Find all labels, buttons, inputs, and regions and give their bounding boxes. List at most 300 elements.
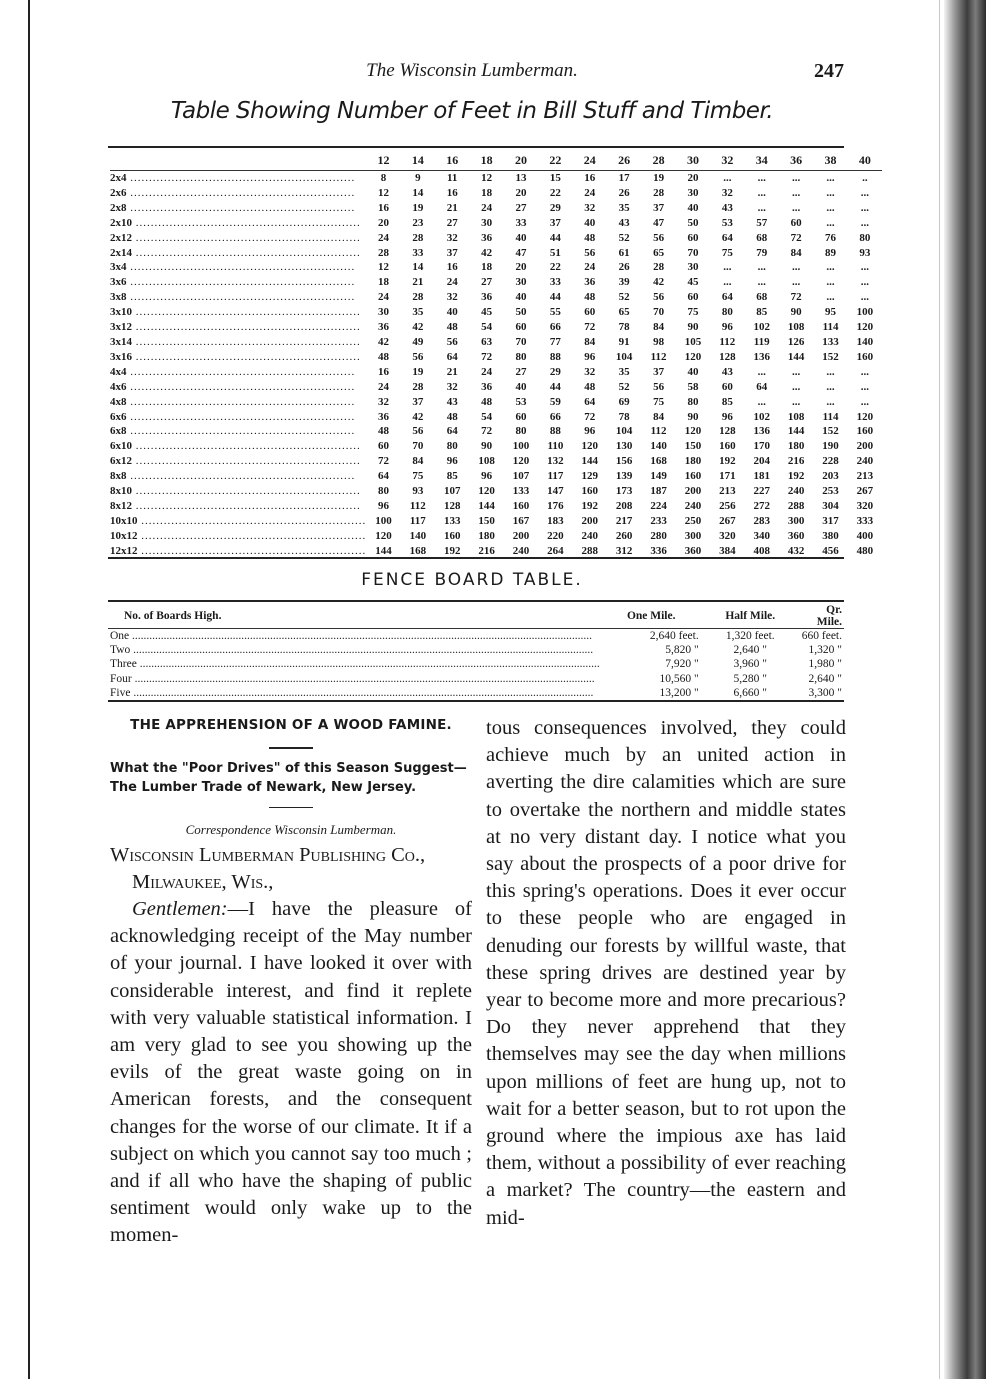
timber-cell: ... bbox=[860, 276, 870, 289]
timber-cell: 40 bbox=[515, 291, 527, 304]
timber-size-label bbox=[110, 290, 366, 305]
leader-dots: ............................................................ bbox=[126, 395, 356, 408]
timber-cell: ... bbox=[826, 186, 835, 199]
timber-cell: 187 bbox=[650, 485, 667, 498]
timber-cell: 128 bbox=[443, 499, 461, 512]
timber-size-label bbox=[110, 499, 366, 514]
timber-size-label bbox=[110, 186, 366, 201]
timber-cell: 160 bbox=[684, 470, 702, 483]
timber-cell: 55 bbox=[549, 306, 561, 319]
fence-header-one-mile: One Mile. bbox=[602, 604, 701, 629]
timber-cell: 144 bbox=[478, 499, 495, 512]
timber-cell: 70 bbox=[687, 246, 699, 259]
timber-cell: ... bbox=[826, 216, 835, 229]
timber-size-label bbox=[110, 454, 366, 469]
timber-cell: 43 bbox=[721, 365, 733, 378]
timber-cell: 43 bbox=[721, 201, 733, 214]
timber-cell: 52 bbox=[618, 291, 630, 304]
timber-row bbox=[110, 439, 882, 454]
timber-cell: 253 bbox=[822, 485, 839, 498]
timber-cell: 216 bbox=[787, 455, 805, 468]
timber-cell: 183 bbox=[547, 514, 564, 527]
timber-cell: 16 bbox=[377, 201, 389, 214]
timber-cell: 43 bbox=[618, 216, 630, 229]
timber-cell: 40 bbox=[584, 216, 596, 229]
timber-size-text: 12x12 bbox=[110, 544, 138, 557]
timber-cell: 66 bbox=[549, 410, 561, 423]
timber-cell: 112 bbox=[650, 350, 667, 363]
timber-row bbox=[110, 410, 882, 425]
timber-row bbox=[110, 350, 882, 365]
leader-dots: ............................................................ bbox=[132, 306, 361, 319]
timber-cell: 80 bbox=[515, 425, 527, 438]
timber-cell: ... bbox=[723, 276, 732, 289]
timber-cell: 133 bbox=[512, 485, 530, 498]
timber-cell: 72 bbox=[584, 410, 596, 423]
timber-row bbox=[110, 260, 882, 275]
timber-cell: 35 bbox=[618, 201, 630, 214]
timber-cell: 150 bbox=[478, 514, 495, 527]
timber-cell: 33 bbox=[412, 246, 424, 259]
timber-size-label bbox=[110, 350, 366, 365]
timber-cell: 54 bbox=[481, 410, 493, 423]
timber-cell: 20 bbox=[515, 186, 527, 199]
timber-cell: 90 bbox=[687, 410, 699, 423]
timber-cell: 32 bbox=[584, 365, 596, 378]
timber-cell: 156 bbox=[615, 455, 633, 468]
timber-cell: 28 bbox=[412, 231, 424, 244]
timber-cell: 96 bbox=[481, 470, 493, 483]
timber-cell: 120 bbox=[375, 529, 392, 542]
leader-dots: ............................................................ bbox=[132, 485, 361, 498]
timber-cell: ... bbox=[826, 395, 835, 408]
timber-cell: 16 bbox=[584, 172, 596, 184]
deck-divider bbox=[269, 807, 313, 809]
timber-cell: 53 bbox=[515, 395, 527, 408]
leader-dots: ............................................................ bbox=[126, 201, 356, 214]
timber-header-length: 40 bbox=[848, 150, 882, 171]
timber-cell: 217 bbox=[615, 514, 633, 527]
timber-row bbox=[110, 186, 882, 201]
timber-cell: 80 bbox=[721, 306, 733, 319]
timber-cell: 36 bbox=[481, 231, 493, 244]
timber-cell: 96 bbox=[721, 410, 733, 423]
timber-row bbox=[110, 469, 882, 484]
timber-cell: 333 bbox=[856, 514, 874, 527]
timber-cell: ... bbox=[792, 380, 801, 393]
timber-cell: 21 bbox=[446, 365, 458, 378]
timber-cell: 20 bbox=[515, 261, 527, 274]
timber-cell: 256 bbox=[719, 499, 736, 512]
timber-cell: 80 bbox=[515, 350, 527, 363]
timber-cell: 72 bbox=[481, 350, 493, 363]
timber-cell: 56 bbox=[653, 291, 665, 304]
timber-size-text: 3x12 bbox=[110, 321, 132, 334]
leader-dots: ............................................................ bbox=[137, 544, 367, 557]
timber-cell: 30 bbox=[687, 186, 699, 199]
timber-row bbox=[110, 454, 882, 469]
leader-dots: ............................................................ bbox=[132, 499, 361, 512]
timber-header-length: 24 bbox=[573, 150, 607, 171]
timber-cell: 98 bbox=[653, 335, 665, 348]
timber-cell: 16 bbox=[446, 186, 458, 199]
timber-size-label bbox=[110, 380, 366, 395]
timber-size-text: 3x10 bbox=[110, 306, 132, 319]
timber-cell: 60 bbox=[377, 440, 389, 453]
timber-cell: 28 bbox=[412, 291, 424, 304]
timber-cell: 200 bbox=[856, 440, 874, 453]
fence-table-body bbox=[108, 629, 844, 701]
timber-cell: 140 bbox=[650, 440, 667, 453]
timber-cell: 213 bbox=[719, 485, 736, 498]
timber-cell: 70 bbox=[515, 335, 527, 348]
timber-size-text: 3x14 bbox=[110, 335, 132, 348]
timber-cell: ... bbox=[792, 276, 801, 289]
timber-cell: 53 bbox=[721, 216, 733, 229]
timber-cell: 12 bbox=[377, 261, 389, 274]
article-headline: THE APPREHENSION OF A WOOD FAMINE. bbox=[130, 717, 452, 733]
timber-cell: 75 bbox=[721, 246, 733, 259]
timber-size-label bbox=[110, 305, 366, 320]
timber-cell: 48 bbox=[446, 321, 458, 334]
fence-row-label: Two bbox=[110, 644, 131, 657]
fence-qr-mile-value: 660 feet. bbox=[801, 630, 842, 642]
timber-cell: ... bbox=[757, 186, 766, 199]
timber-cell: 84 bbox=[653, 410, 665, 423]
timber-size-label bbox=[110, 260, 366, 275]
timber-cell: 18 bbox=[481, 186, 493, 199]
timber-size-text: 3x8 bbox=[110, 291, 127, 304]
timber-cell: 14 bbox=[412, 261, 424, 274]
timber-cell: 16 bbox=[377, 365, 389, 378]
timber-cell: 37 bbox=[653, 365, 665, 378]
timber-cell: 104 bbox=[615, 350, 633, 363]
timber-cell: 70 bbox=[653, 306, 665, 319]
timber-header-length: 36 bbox=[779, 150, 813, 171]
timber-cell: 208 bbox=[615, 499, 633, 512]
timber-cell: 317 bbox=[822, 514, 839, 527]
timber-cell: 60 bbox=[515, 410, 527, 423]
timber-cell: 22 bbox=[549, 261, 561, 274]
timber-cell: 30 bbox=[377, 306, 389, 319]
fence-table-bottom-rule bbox=[108, 700, 844, 702]
timber-cell: 64 bbox=[377, 470, 389, 483]
fence-half-mile-value: 2,640 " bbox=[733, 644, 767, 657]
timber-cell: 380 bbox=[822, 529, 839, 542]
fence-row-label-cell bbox=[108, 629, 602, 644]
fence-qr-mile-value: 3,300 " bbox=[808, 686, 842, 699]
timber-cell: 43 bbox=[446, 395, 458, 408]
timber-cell: 192 bbox=[581, 499, 599, 512]
timber-cell: ... bbox=[757, 365, 766, 378]
timber-size-label bbox=[110, 484, 366, 499]
timber-cell: ... bbox=[860, 216, 870, 229]
timber-cell: 24 bbox=[377, 380, 389, 393]
timber-cell: 432 bbox=[787, 544, 805, 557]
timber-cell: 35 bbox=[618, 365, 630, 378]
timber-row bbox=[110, 365, 882, 380]
timber-size-text: 2x6 bbox=[110, 186, 127, 199]
timber-cell: 84 bbox=[790, 246, 802, 259]
timber-row bbox=[110, 320, 882, 335]
leader-dots: ............................................................ bbox=[126, 410, 356, 423]
timber-cell: 312 bbox=[615, 544, 633, 557]
timber-cell: 30 bbox=[687, 261, 699, 274]
timber-cell: 24 bbox=[481, 201, 493, 214]
timber-cell: 272 bbox=[753, 499, 770, 512]
timber-cell: 180 bbox=[478, 529, 495, 542]
article-right-column bbox=[486, 715, 846, 1232]
timber-cell: ... bbox=[792, 201, 801, 214]
timber-cell: ... bbox=[860, 380, 870, 393]
timber-cell: 192 bbox=[787, 470, 805, 483]
timber-cell: 107 bbox=[443, 485, 461, 498]
timber-cell: 228 bbox=[822, 455, 839, 468]
timber-size-label bbox=[110, 201, 366, 216]
timber-cell: .. bbox=[862, 172, 868, 184]
timber-cell: 114 bbox=[822, 410, 839, 423]
timber-cell: ... bbox=[792, 172, 801, 184]
timber-cell: 128 bbox=[719, 350, 736, 363]
timber-cell: ... bbox=[826, 276, 835, 289]
timber-cell: 204 bbox=[753, 455, 770, 468]
fence-header-half-mile: Half Mile. bbox=[701, 604, 800, 629]
timber-cell: 144 bbox=[581, 455, 599, 468]
timber-cell: 64 bbox=[446, 350, 458, 363]
timber-cell: 32 bbox=[584, 201, 596, 214]
timber-cell: 32 bbox=[446, 231, 458, 244]
timber-cell: ... bbox=[860, 395, 870, 408]
timber-cell: 26 bbox=[618, 261, 630, 274]
timber-cell: 152 bbox=[822, 425, 839, 438]
timber-cell: 96 bbox=[446, 455, 458, 468]
timber-cell: 22 bbox=[549, 186, 561, 199]
timber-cell: 20 bbox=[687, 172, 699, 184]
timber-size-text: 8x8 bbox=[110, 470, 127, 483]
timber-row bbox=[110, 246, 882, 261]
leader-dots: ............................................................ bbox=[132, 335, 361, 348]
timber-header-length: 20 bbox=[504, 150, 538, 171]
timber-cell: 64 bbox=[721, 291, 733, 304]
timber-cell: 40 bbox=[446, 306, 458, 319]
leader-dots: ............................................................ bbox=[126, 380, 356, 393]
fence-qr-mile-value: 2,640 " bbox=[808, 672, 842, 685]
timber-cell: 36 bbox=[377, 410, 389, 423]
article-deck: What the "Poor Drives" of this Season Suggest—The Lumber Trade of Newark, New Jersey. bbox=[110, 760, 467, 795]
timber-cell: 192 bbox=[443, 544, 461, 557]
timber-table-bottom-rule bbox=[108, 557, 844, 559]
timber-cell: 300 bbox=[787, 514, 805, 527]
leader-dots: ............................................................ bbox=[137, 514, 367, 527]
timber-cell: 129 bbox=[581, 470, 599, 483]
timber-cell: 108 bbox=[478, 455, 495, 468]
timber-cell: 21 bbox=[412, 276, 424, 289]
fence-row bbox=[108, 643, 844, 657]
timber-cell: 160 bbox=[719, 440, 736, 453]
timber-table bbox=[110, 150, 882, 559]
timber-cell: 190 bbox=[822, 440, 839, 453]
timber-cell: 216 bbox=[478, 544, 495, 557]
timber-cell: 88 bbox=[549, 425, 561, 438]
leader-dots: ................................................................................................................................................................ bbox=[131, 672, 595, 685]
timber-cell: 47 bbox=[653, 216, 665, 229]
timber-cell: ... bbox=[792, 186, 801, 199]
leader-dots: ............................................................ bbox=[132, 455, 361, 468]
timber-size-text: 2x14 bbox=[110, 246, 132, 259]
leader-dots: ............................................................ bbox=[132, 440, 361, 453]
timber-cell: 37 bbox=[412, 395, 424, 408]
timber-cell: 33 bbox=[515, 216, 527, 229]
timber-table-title: Table Showing Number of Feet in Bill Stuff and Timber. bbox=[170, 98, 774, 124]
salutation: Gentlemen: bbox=[132, 898, 228, 920]
leader-dots: ............................................................ bbox=[137, 529, 367, 542]
timber-cell: 160 bbox=[443, 529, 461, 542]
timber-cell: 100 bbox=[856, 306, 874, 319]
timber-cell: 130 bbox=[615, 440, 633, 453]
timber-cell: 50 bbox=[687, 216, 699, 229]
timber-header-length: 12 bbox=[366, 150, 400, 171]
address-line-1: Wisconsin Lumberman Publishing Co., bbox=[110, 844, 426, 866]
timber-cell: 56 bbox=[653, 231, 665, 244]
page-number: 247 bbox=[814, 60, 844, 82]
timber-cell: 108 bbox=[787, 321, 805, 334]
timber-cell: 139 bbox=[615, 470, 633, 483]
journal-title: The Wisconsin Lumberman. bbox=[366, 60, 578, 81]
leader-dots: ................................................................................................................................................................ bbox=[129, 630, 593, 642]
timber-cell: 112 bbox=[409, 499, 426, 512]
timber-cell: 233 bbox=[650, 514, 667, 527]
fence-row-label: Three bbox=[110, 658, 137, 671]
timber-cell: 60 bbox=[584, 306, 596, 319]
fence-one-mile-value: 10,560 " bbox=[659, 672, 699, 685]
timber-cell: 75 bbox=[412, 470, 424, 483]
timber-cell: 20 bbox=[377, 216, 389, 229]
timber-cell: 40 bbox=[687, 365, 699, 378]
timber-cell: ... bbox=[826, 201, 835, 214]
timber-cell: ... bbox=[757, 172, 766, 184]
timber-cell: 340 bbox=[753, 529, 770, 542]
timber-cell: 200 bbox=[512, 529, 530, 542]
timber-cell: 40 bbox=[687, 201, 699, 214]
timber-cell: 11 bbox=[447, 172, 458, 184]
timber-cell: ... bbox=[860, 186, 870, 199]
timber-cell: 9 bbox=[415, 172, 421, 184]
timber-size-text: 8x12 bbox=[110, 499, 132, 512]
timber-cell: 64 bbox=[584, 395, 596, 408]
timber-cell: 240 bbox=[512, 544, 530, 557]
timber-size-text: 6x12 bbox=[110, 455, 132, 468]
timber-cell: 45 bbox=[687, 276, 699, 289]
timber-size-label bbox=[110, 529, 366, 544]
fence-qr-mile-value: 1,320 " bbox=[808, 644, 842, 657]
leader-dots: ............................................................ bbox=[126, 261, 356, 274]
timber-cell: 56 bbox=[446, 335, 458, 348]
timber-cell: 400 bbox=[856, 529, 874, 542]
timber-size-text: 2x10 bbox=[110, 216, 132, 229]
timber-cell: 68 bbox=[756, 231, 768, 244]
timber-cell: 85 bbox=[721, 395, 733, 408]
timber-header-size bbox=[110, 150, 366, 171]
timber-header-length: 30 bbox=[676, 150, 710, 171]
timber-cell: 77 bbox=[549, 335, 561, 348]
timber-cell: 224 bbox=[650, 499, 667, 512]
timber-cell: 40 bbox=[515, 231, 527, 244]
timber-cell: 17 bbox=[618, 172, 630, 184]
fence-half-mile-value: 1,320 feet. bbox=[725, 630, 775, 642]
timber-cell: 150 bbox=[684, 440, 702, 453]
timber-table-body bbox=[110, 171, 882, 559]
fence-table-title: FENCE BOARD TABLE. bbox=[361, 570, 583, 590]
timber-cell: 18 bbox=[377, 276, 389, 289]
timber-cell: 90 bbox=[687, 321, 699, 334]
timber-size-text: 4x4 bbox=[110, 365, 127, 378]
timber-cell: 14 bbox=[412, 186, 424, 199]
timber-cell: 42 bbox=[377, 335, 389, 348]
timber-cell: 160 bbox=[581, 485, 599, 498]
timber-cell: 173 bbox=[615, 485, 633, 498]
fence-table-top-rule bbox=[108, 600, 844, 602]
timber-cell: 78 bbox=[618, 321, 630, 334]
timber-cell: 181 bbox=[753, 470, 770, 483]
timber-cell: 27 bbox=[515, 201, 527, 214]
timber-cell: ... bbox=[826, 261, 835, 274]
timber-cell: 117 bbox=[409, 514, 426, 527]
timber-cell: 36 bbox=[481, 291, 493, 304]
timber-size-text: 2x4 bbox=[110, 172, 127, 184]
timber-cell: 360 bbox=[684, 544, 702, 557]
timber-cell: 220 bbox=[547, 529, 564, 542]
timber-cell: 32 bbox=[446, 380, 458, 393]
timber-cell: 100 bbox=[375, 514, 392, 527]
timber-row bbox=[110, 499, 882, 514]
fence-header-boards: No. of Boards High. bbox=[108, 604, 602, 629]
timber-cell: 104 bbox=[615, 425, 633, 438]
leader-dots: ............................................................ bbox=[126, 470, 356, 483]
leader-dots: ............................................................ bbox=[132, 350, 361, 363]
timber-cell: ... bbox=[792, 261, 801, 274]
fence-board-table bbox=[108, 604, 844, 700]
timber-header-length: 14 bbox=[401, 150, 435, 171]
timber-cell: 24 bbox=[446, 276, 458, 289]
timber-cell: 61 bbox=[618, 246, 630, 259]
timber-cell: 24 bbox=[584, 261, 596, 274]
timber-header-length: 32 bbox=[710, 150, 744, 171]
timber-row bbox=[110, 231, 882, 246]
timber-header-length: 18 bbox=[469, 150, 503, 171]
timber-cell: 240 bbox=[684, 499, 702, 512]
timber-cell: 18 bbox=[481, 261, 493, 274]
timber-size-text: 10x10 bbox=[110, 514, 138, 527]
timber-row bbox=[110, 484, 882, 499]
timber-cell: 66 bbox=[549, 321, 561, 334]
timber-cell: 384 bbox=[719, 544, 736, 557]
timber-cell: 152 bbox=[822, 350, 839, 363]
timber-cell: 12 bbox=[377, 186, 389, 199]
fence-half-mile-value: 6,660 " bbox=[733, 686, 767, 699]
timber-cell: 64 bbox=[721, 231, 733, 244]
article-paragraph-right: tous consequences involved, they could achieve much by an united action in averting the dire calamities which are sure to overtake the northern and middle states at no very distant day. I notice what you say about the prospects of a poor drive for this spring's operations. Does it ever occur to these people who are engaged in denuding our forests by willful waste, that these spring drives are destined year by year to become more and more precarious? Do they never apprehend that they themselves may see the day when millions upon millions of feet are hung up, not to wait for a better season, but to rot upon the ground where the impious axe has laid them, without a possibility of ever reaching a market? The country—the eastern and mid- bbox=[486, 717, 846, 1229]
timber-cell: 96 bbox=[584, 425, 596, 438]
timber-cell: 42 bbox=[412, 410, 424, 423]
timber-cell: 49 bbox=[412, 335, 424, 348]
leader-dots: ............................................................ bbox=[126, 291, 356, 304]
fence-one-mile-value: 2,640 feet. bbox=[649, 630, 699, 642]
timber-cell: 27 bbox=[515, 365, 527, 378]
timber-cell: 90 bbox=[790, 306, 802, 319]
timber-cell: 42 bbox=[412, 321, 424, 334]
timber-cell: 304 bbox=[822, 499, 839, 512]
fence-header-qr-mile: Qr. Mile. bbox=[800, 604, 844, 629]
